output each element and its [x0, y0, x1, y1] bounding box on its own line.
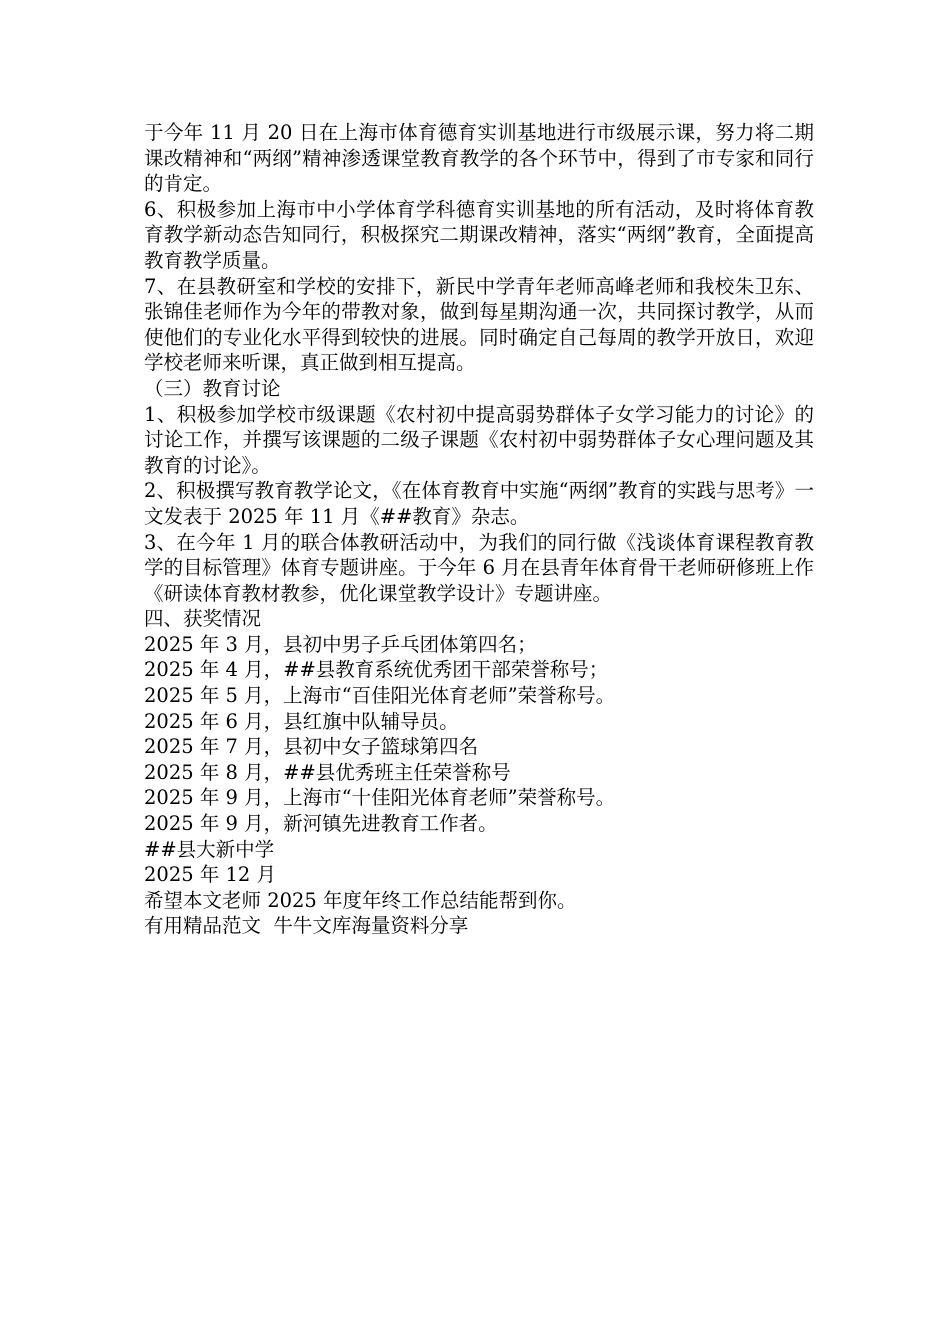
award-item: 2025 年 4 月，##县教育系统优秀团干部荣誉称号；	[144, 658, 609, 682]
award-item: 2025 年 5 月，上海市“百佳阳光体育老师”荣誉称号。	[144, 684, 616, 708]
award-item: 2025 年 9 月，上海市“十佳阳光体育老师”荣誉称号。	[144, 786, 616, 810]
signature-school: ##县大新中学	[144, 837, 275, 861]
award-item: 2025 年 9 月，新河镇先进教育工作者。	[144, 812, 498, 836]
awards-list	[144, 632, 814, 837]
section-heading-awards: 四、获奖情况	[144, 607, 262, 631]
award-item: 2025 年 6 月，县红旗中队辅导员。	[144, 709, 459, 733]
document-body	[144, 120, 814, 939]
signature-date: 2025 年 12 月	[144, 863, 277, 887]
award-item: 2025 年 3 月，县初中男子乒乓团体第四名；	[144, 632, 537, 656]
award-item: 2025 年 7 月，县初中女子篮球第四名	[144, 735, 479, 759]
paragraph-research-2: 2、积极撰写教育教学论文，《在体育教育中实施“两纲”教育的实践与思考》一文发表于 2025 年 11 月《##教育》杂志。	[144, 479, 814, 528]
footer-note: 有用精品范文 牛牛文库海量资料分享	[144, 914, 469, 938]
paragraph-item-6: 6、积极参加上海市中小学体育学科德育实训基地的所有活动，及时将体育教育教学新动态告知同行，积极探究二期课改精神，落实“两纲”教育，全面提高教育教学质量。	[144, 197, 814, 272]
closing-wish: 希望本文老师 2025 年度年终工作总结能帮到你。	[144, 888, 577, 912]
section-heading-research: （三）教育讨论	[144, 376, 281, 400]
paragraph-exhibition-class: 于今年 11 月 20 日在上海市体育德育实训基地进行市级展示课，努力将二期课改精神和“两纲”精神渗透课堂教育教学的各个环节中，得到了市专家和同行的肯定。	[144, 121, 814, 196]
award-item: 2025 年 8 月，##县优秀班主任荣誉称号	[144, 760, 511, 784]
paragraph-research-1: 1、积极参加学校市级课题《农村初中提高弱势群体子女学习能力的讨论》的讨论工作，并撰写该课题的二级子课题《农村初中弱势群体子女心理问题及其教育的讨论》。	[144, 402, 814, 477]
paragraph-research-3: 3、在今年 1 月的联合体教研活动中，为我们的同行做《浅谈体育课程教育教学的目标管理》体育专题讲座。于今年 6 月在县青年体育骨干老师研修班上作《研读体育教材教参，优化课堂教学设计》专题讲座。	[144, 530, 814, 605]
paragraph-item-7: 7、在县教研室和学校的安排下，新民中学青年老师高峰老师和我校朱卫东、张锦佳老师作为今年的带教对象，做到每星期沟通一次，共同探讨教学，从而使他们的专业化水平得到较快的进展。同时确定自己每周的教学开放日，欢迎学校老师来听课，真正做到相互提高。	[144, 274, 814, 375]
